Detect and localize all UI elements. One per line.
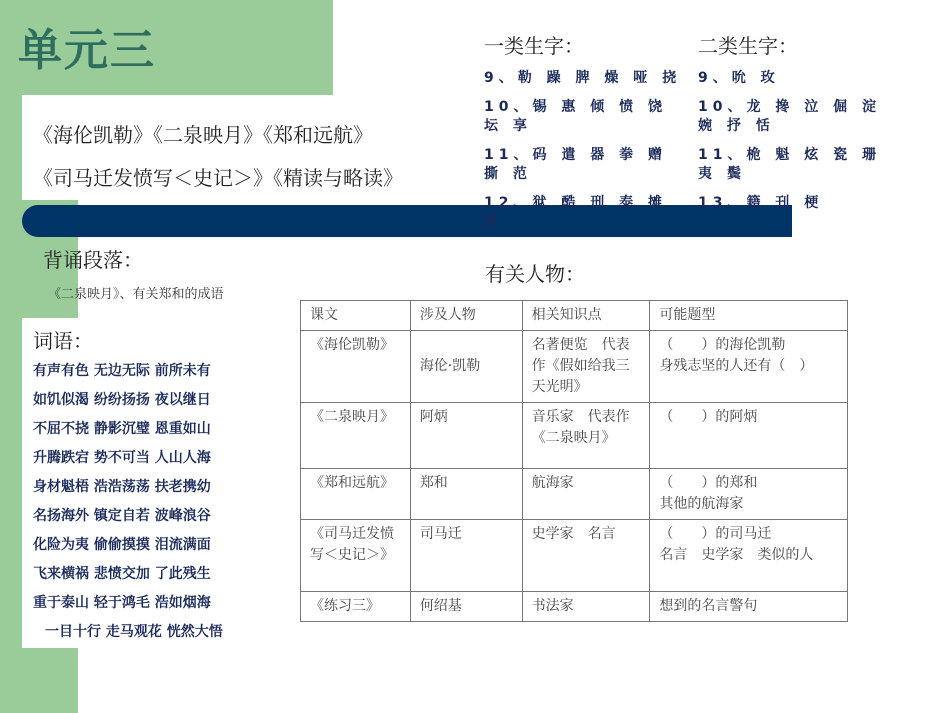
table-cell: 阿炳 [410, 403, 522, 469]
chars-type2-line: 13、籍 刊 梗 [698, 195, 824, 211]
vocab-row: 升腾跌宕 势不可当 人山人海 [33, 450, 211, 466]
table-row [301, 403, 848, 469]
vocab-row: 飞来横祸 悲愤交加 了此残生 [33, 566, 211, 582]
header-cell: 涉及人物 [410, 301, 522, 331]
table-cell: 《二泉映月》 [301, 403, 411, 469]
vocab-list [33, 360, 223, 650]
vocab-row: 重于泰山 轻于鸿毛 浩如烟海 [33, 595, 211, 611]
table-cell: 《练习三》 [301, 592, 411, 622]
header-cell: 课文 [301, 301, 411, 331]
chars-type1-section [484, 30, 694, 230]
table-cell: （ ）的郑和 其他的航海家 [650, 469, 848, 520]
table-row [301, 331, 848, 403]
chars-type1-line: 9、勒 躁 脾 燥 哑 挠 [484, 70, 682, 86]
table-cell: 想到的名言警句 [650, 592, 848, 622]
table-cell: 司马迁 [410, 520, 522, 592]
header-cell: 相关知识点 [522, 301, 650, 331]
people-table [300, 300, 848, 622]
table-cell: 名著便览 代表作《假如给我三天光明》 [522, 331, 650, 403]
chars-type2-line: 11、桅 魁 炫 瓷 珊 夷 鬓 [698, 147, 881, 182]
table-cell: 何绍基 [410, 592, 522, 622]
table-cell: 海伦·凯勒 [410, 331, 522, 403]
people-heading: 有关人物： [485, 262, 585, 286]
recite-heading: 背诵段落： [43, 248, 143, 272]
lesson-line-1: 《海伦凯勒》《二泉映月》《郑和远航》 [33, 123, 373, 147]
table-cell: 音乐家 代表作 《二泉映月》 [522, 403, 650, 469]
vocab-heading: 词语： [33, 329, 93, 353]
vocab-row: 有声有色 无边无际 前所未有 [33, 363, 211, 379]
header-cell: 可能题型 [650, 301, 848, 331]
vocab-row: 化险为夷 偷偷摸摸 泪流满面 [33, 537, 211, 553]
vocab-row: 身材魁梧 浩浩荡荡 扶老携幼 [33, 479, 211, 495]
table-cell: （ ）的阿炳 [650, 403, 848, 469]
table-cell: （ ）的司马迁 名言 史学家 类似的人 [650, 520, 848, 592]
vocab-row: 如饥似渴 纷纷扬扬 夜以继日 [33, 392, 211, 408]
table-cell: 史学家 名言 [522, 520, 650, 592]
table-cell: 《海伦凯勒》 [301, 331, 411, 403]
chars-type2-line: 10、龙 搀 泣 倔 淀 婉 抒 恬 [698, 99, 881, 134]
chars-type1-heading: 一类生字： [484, 34, 584, 58]
table-cell: 书法家 [522, 592, 650, 622]
chars-type2-heading: 二类生字： [698, 34, 798, 58]
recite-text: 《二泉映月》、有关郑和的成语 [48, 287, 224, 302]
unit-title: 单元三 [18, 25, 156, 76]
chars-type2-line: 9、吮 玫 [698, 70, 780, 86]
vocab-row: 名扬海外 镇定自若 波峰浪谷 [33, 508, 211, 524]
chars-type1-line: 12、狱 酷 刑 泰 摊 肃 [484, 195, 667, 230]
table-cell: 《司马迁发愤写＜史记＞》 [301, 520, 411, 592]
table-row [301, 592, 848, 622]
lesson-line-2: 《司马迁发愤写＜史记＞》《精读与略读》 [33, 166, 403, 190]
table-row [301, 469, 848, 520]
vocab-row: 不屈不挠 静影沉璧 恩重如山 [33, 421, 211, 437]
chars-type1-line: 10、锡 惠 倾 愤 饶 坛 享 [484, 99, 667, 134]
lesson-list [33, 114, 403, 200]
table-header-row [301, 301, 848, 331]
table-cell: 《郑和远航》 [301, 469, 411, 520]
table-cell: 航海家 [522, 469, 650, 520]
chars-type2-section [698, 30, 898, 223]
chars-type1-line: 11、码 遣 器 拳 赠 撕 范 [484, 147, 667, 182]
vocab-row: 一目十行 走马观花 恍然大悟 [45, 624, 223, 640]
table-cell: 郑和 [410, 469, 522, 520]
table-cell: （ ）的海伦凯勒 身残志坚的人还有（ ） [650, 331, 848, 403]
table-row [301, 520, 848, 592]
